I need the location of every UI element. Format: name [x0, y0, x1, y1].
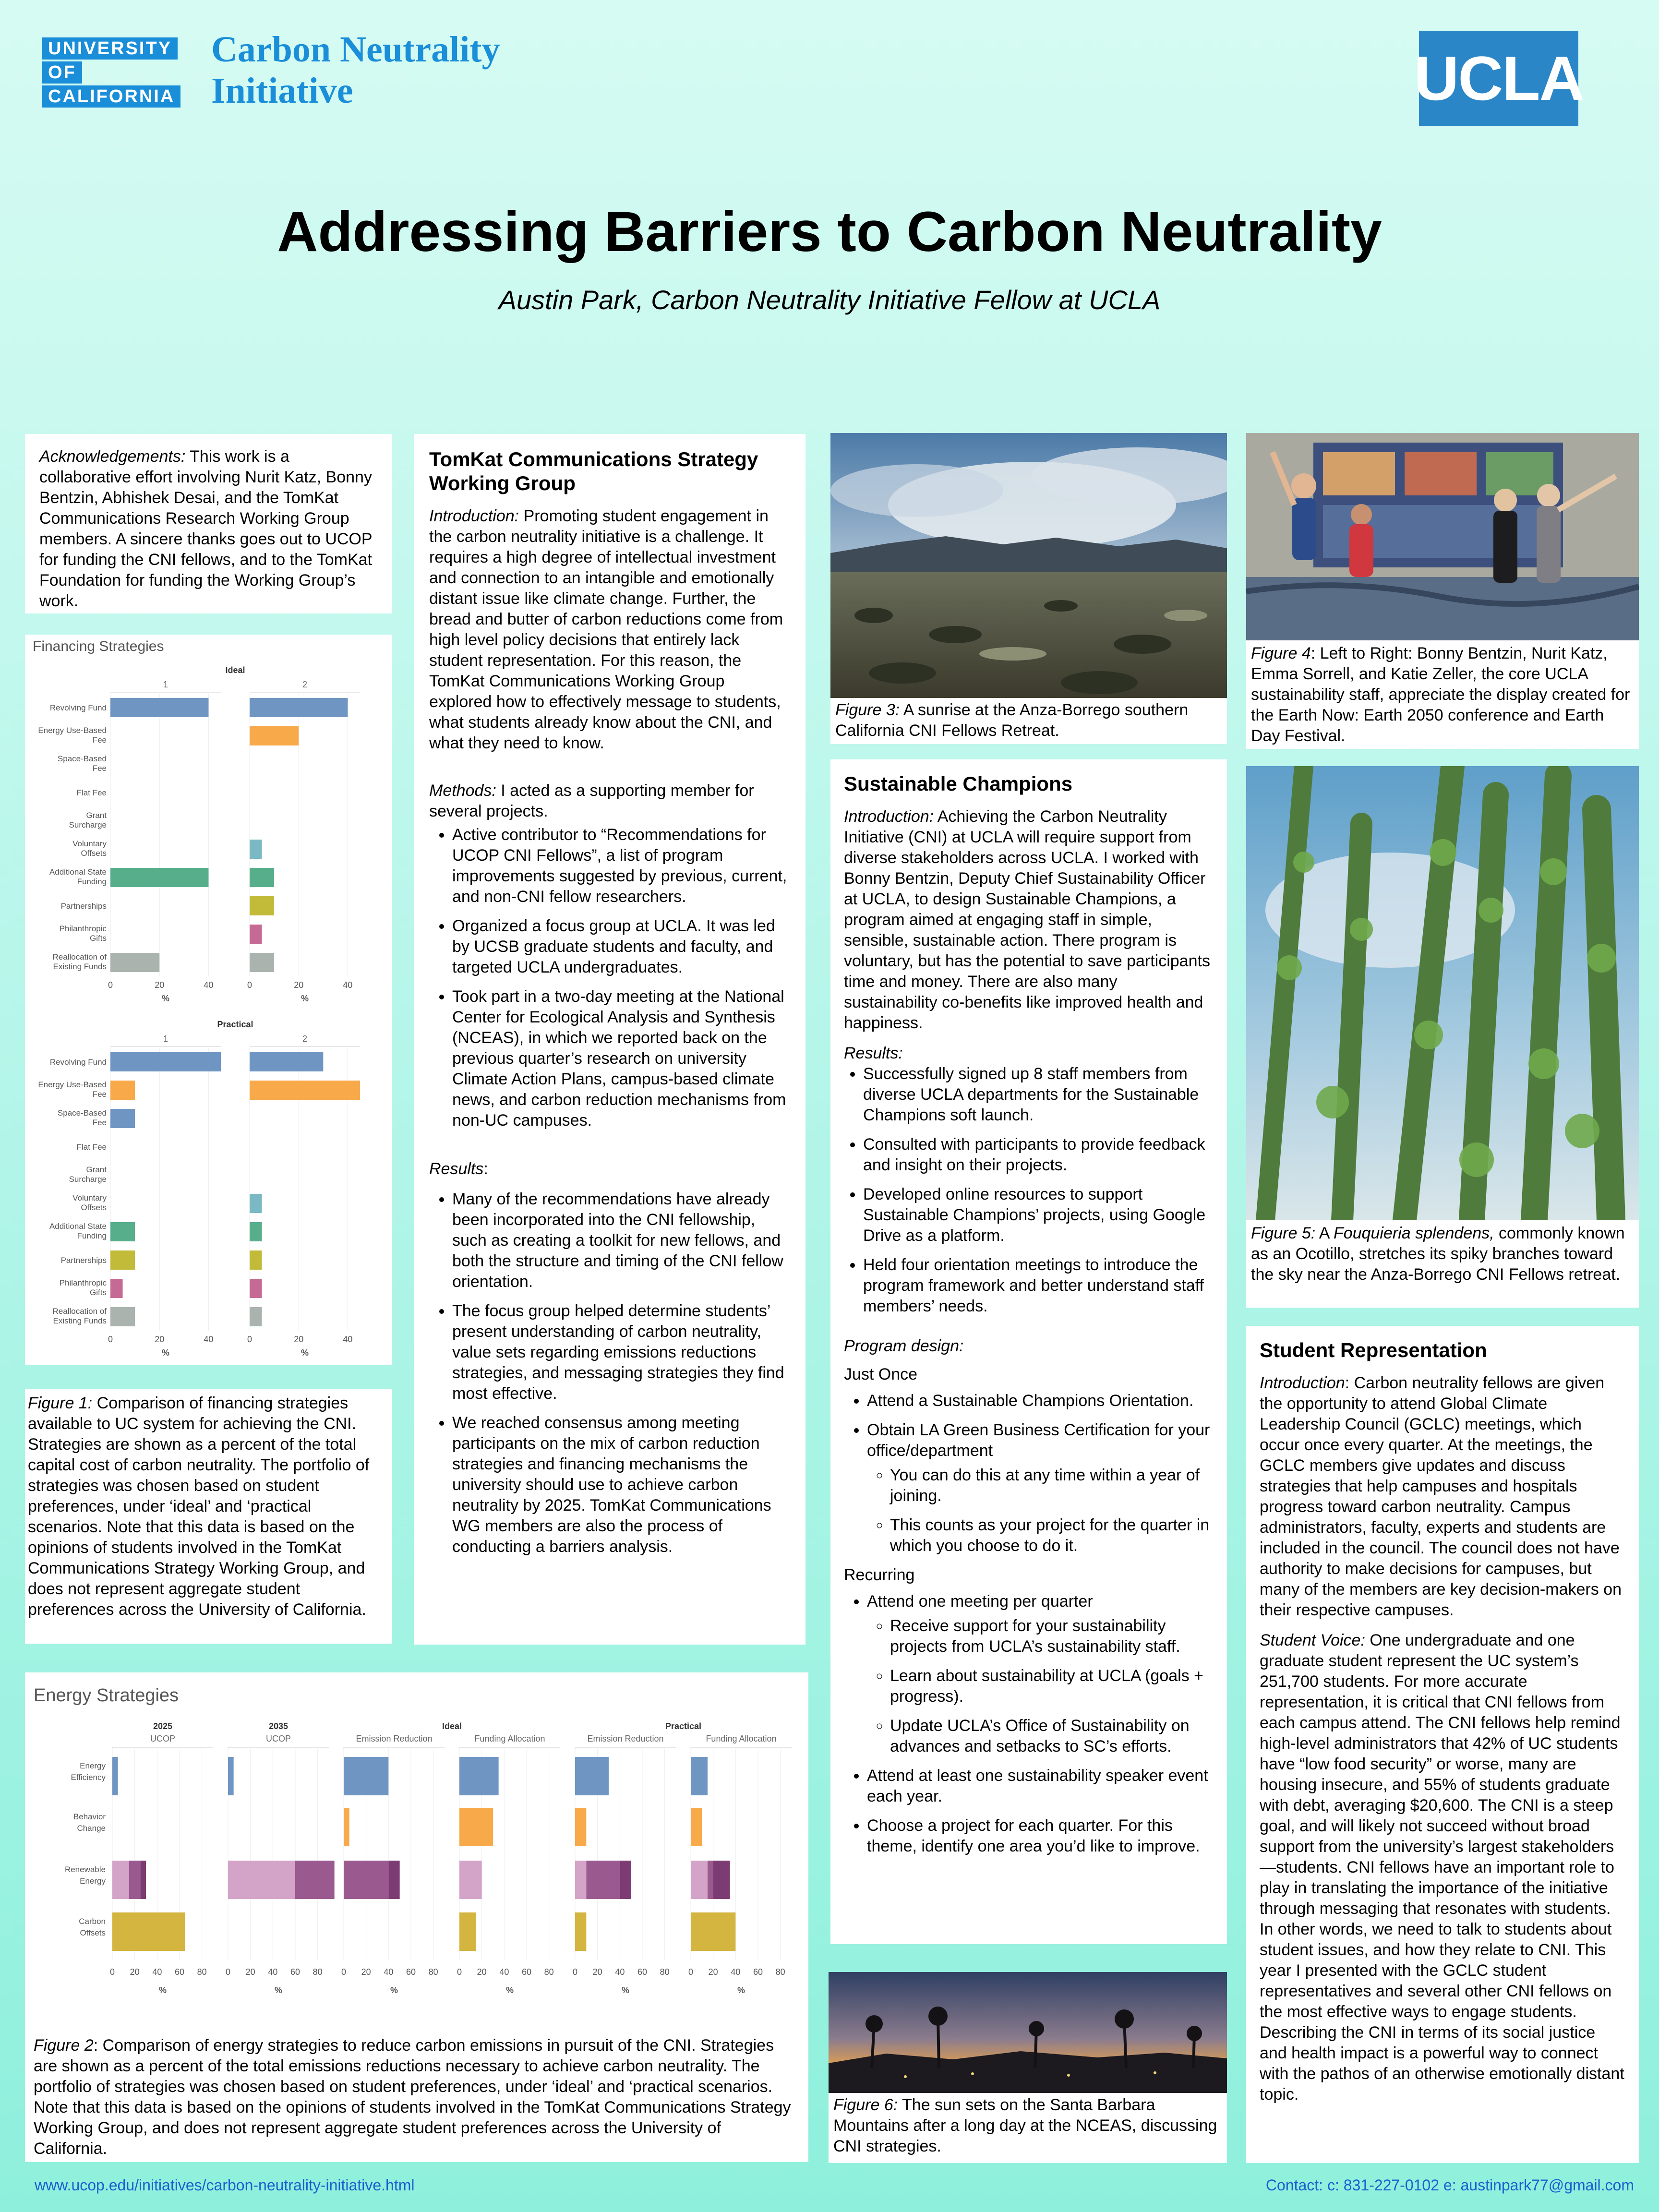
list-item: • Attend a Sustainable Champions Orientation. [867, 1391, 1214, 1411]
category-label: Offsets [80, 1928, 106, 1937]
list-item: • Many of the recommendations have already been incorporated into the CNI fellowship, such as creating a toolkit for new fellows, and both the structure and timing of the CNI fellow orientation. [452, 1189, 790, 1292]
bar [250, 1052, 323, 1071]
bar [344, 1808, 349, 1846]
tick-label: 40 [343, 1334, 353, 1344]
bar [110, 868, 208, 887]
tomkat-panel [414, 434, 805, 1645]
bar-segment [691, 1861, 708, 1899]
financing-chart-panel [25, 635, 392, 1365]
figure6-caption: The sun sets on the Santa Barbara Mountains after a long day at the NCEAS, discussing CNI strategies. [833, 2096, 1217, 2155]
category-label: Offsets [81, 849, 107, 858]
tick-label: 60 [521, 1967, 532, 1977]
tomkat-results-label: Results [429, 1160, 484, 1178]
list-item: • We reached consensus among meeting participants on the mix of carbon reduction strategies and financing mechanisms the university should use to achieve carbon neutrality by 2025. TomKat Communications WG members are also the process of conducting a barriers analysis. [452, 1413, 790, 1557]
bar [250, 868, 274, 887]
category-label: Surcharge [69, 1175, 107, 1184]
category-label: Efficiency [71, 1773, 106, 1782]
column-label: UCOP [150, 1734, 176, 1743]
bar-segment [228, 1861, 295, 1899]
list-item [867, 1591, 1214, 1757]
bar [691, 1912, 735, 1951]
bar [110, 1250, 135, 1270]
tick-label: 80 [313, 1967, 323, 1977]
figure1-caption-panel [25, 1389, 392, 1644]
category-label: Flat Fee [76, 1142, 107, 1152]
category-label: Grant [86, 1165, 107, 1174]
category-label: Gifts [90, 1288, 107, 1297]
bar-segment [575, 1861, 586, 1899]
bar [459, 1912, 476, 1951]
axis-label: % [161, 994, 170, 1003]
bar-segment [295, 1861, 335, 1899]
tick-label: 0 [341, 1967, 347, 1977]
bar [110, 1279, 123, 1298]
bar [228, 1757, 234, 1795]
cni-title-line2: Initiative [211, 71, 353, 111]
column-label: Emission Reduction [356, 1734, 433, 1743]
list-item: • Attend at least one sustainability speaker event each year. [867, 1766, 1214, 1807]
tick-label: 40 [343, 980, 353, 990]
uc-logo-line: CALIFORNIA [42, 85, 180, 108]
figure3-label: Figure 3: [835, 701, 900, 719]
recurring-label: Recurring [844, 1566, 915, 1584]
list-item: • Organized a focus group at UCLA. It was led by UCSB graduate students and faculty, and targeted UCLA undergraduates. [452, 916, 790, 978]
axis-label: % [737, 1985, 745, 1995]
tick-label: 40 [152, 1967, 162, 1977]
figure4-label: Figure 4 [1251, 644, 1311, 662]
category-label: Grant [86, 811, 107, 820]
category-label: Voluntary [72, 839, 107, 848]
category-label: Philanthropic [59, 1278, 107, 1287]
tick-label: 0 [457, 1967, 462, 1977]
bar [110, 1109, 135, 1128]
tick-label: 0 [688, 1967, 694, 1977]
bar [691, 1808, 702, 1846]
tick-label: 60 [290, 1967, 301, 1977]
tick-label: 60 [753, 1967, 763, 1977]
category-label: Fee [92, 735, 107, 745]
figure5-caption-panel [1246, 1220, 1639, 1308]
tick-label: 0 [108, 980, 113, 990]
category-label: Funding [77, 1231, 107, 1240]
group-label: Practical [665, 1721, 702, 1731]
category-label: Offsets [81, 1203, 107, 1212]
column-label: 1 [163, 1034, 168, 1044]
category-label: Additional State [49, 867, 107, 877]
tick-label: 20 [245, 1967, 255, 1977]
energy-chart-panel [25, 1672, 808, 2035]
tick-label: 0 [225, 1967, 231, 1977]
bar [110, 953, 159, 972]
uc-logo-line: OF [42, 61, 82, 84]
figure3-caption: A sunrise at the Anza-Borrego southern California CNI Fellows Retreat. [835, 701, 1189, 740]
bar [110, 1081, 135, 1100]
tick-label: 80 [544, 1967, 554, 1977]
list-item: • Took part in a two-day meeting at the National Center for Ecological Analysis and Synthesis (NCEAS), in which we reported back on the previous quarter’s research on university Climate Action Plans, campus-based climate news, and carbon reduction mechanisms from non-UC campuses. [452, 986, 790, 1131]
tick-label: 80 [197, 1967, 207, 1977]
tick-label: 0 [572, 1967, 578, 1977]
column-label: 1 [163, 680, 168, 689]
bar-segment [708, 1861, 713, 1899]
list-item: • Consulted with participants to provide feedback and insight on their projects. [863, 1134, 1214, 1176]
category-label: Reallocation of [52, 1307, 107, 1316]
student-rep-intro-label: Introduction [1260, 1374, 1345, 1392]
just-once-label: Just Once [844, 1365, 918, 1383]
axis-label: % [274, 1985, 283, 1995]
category-label: Change [77, 1824, 106, 1833]
financing-chart [25, 635, 392, 1365]
student-voice-label: Student Voice: [1260, 1631, 1365, 1649]
tick-label: 20 [361, 1967, 371, 1977]
list-item: • Held four orientation meetings to introduce the program framework and better understand staff members’ needs. [863, 1255, 1214, 1317]
bar-segment [586, 1861, 620, 1899]
category-label: Energy Use-Based [38, 1080, 107, 1089]
list-item: • The focus group helped determine students’ present understanding of carbon neutrality, value sets regarding emissions reductions strategies, and messaging strategies they find most effective. [452, 1301, 790, 1404]
category-label: Gifts [90, 934, 107, 943]
poster-title: Addressing Barriers to Carbon Neutrality [277, 200, 1382, 264]
tomkat-intro-label: Introduction: [429, 507, 519, 525]
category-label: Flat Fee [76, 788, 107, 797]
bar [250, 840, 262, 859]
bar [250, 1222, 262, 1241]
axis-label: % [621, 1985, 630, 1995]
tick-label: 20 [294, 980, 304, 990]
panel-label: Practical [217, 1020, 253, 1029]
bar-segment [459, 1861, 482, 1899]
tick-label: 20 [155, 1334, 165, 1344]
poster-subtitle: Austin Park, Carbon Neutrality Initiative Fellow at UCLA [498, 285, 1161, 315]
figure1-caption: Comparison of financing strategies available to UC system for achieving the CNI. Strategies are shown as a percent of the total capital cost of carbon neutrality. The portfolio of strategies was chosen based on student preferences, under ‘ideal’ and ‘practical scenarios. Note that this data is based on the opinions of students involved in the TomKat Communications Strategy Working Group, and does not represent aggregate student preferences across the University of California. [28, 1394, 370, 1619]
tomkat-methods: I acted as a supporting member for several projects. [429, 781, 754, 820]
column-label: Funding Allocation [706, 1734, 777, 1743]
list-item [867, 1420, 1214, 1556]
column-label: Emission Reduction [587, 1734, 664, 1743]
category-label: Behavior [73, 1812, 106, 1821]
figure2-caption-panel [25, 2035, 808, 2162]
bar [110, 1307, 135, 1326]
category-label: Energy [80, 1761, 106, 1770]
acknowledgements-label: Acknowledgements: [39, 447, 186, 466]
tick-label: 20 [294, 1334, 304, 1344]
program-design-label: Program design: [844, 1337, 964, 1355]
bar [250, 953, 274, 972]
category-label: Philanthropic [59, 924, 107, 933]
champions-panel [830, 759, 1227, 1944]
group-label: 2035 [268, 1721, 289, 1731]
figure2-caption: : Comparison of energy strategies to reduce carbon emissions in pursuit of the CNI. Strategies are shown as a percent of the total emissions reductions necessary to achieve carbon neutrality. The portfolio of strategies was chosen based on student preferences, under ‘ideal’ and ‘practical scenarios. Note that this data is based on the opinions of students involved in the TomKat Communications Strategy Working Group, and does not represent aggregate student preferences across the University of California. [34, 2036, 791, 2158]
bar [250, 1194, 262, 1213]
tick-label: 0 [247, 1334, 252, 1344]
category-label: Revolving Fund [49, 1058, 107, 1067]
list-item: ◦ You can do this at any time within a year of joining. [890, 1465, 1214, 1506]
list-item-text: Obtain LA Green Business Certification for your office/department [867, 1421, 1210, 1460]
bar [250, 1307, 262, 1326]
figure6-label: Figure 6: [833, 2096, 898, 2114]
group-label: 2025 [153, 1721, 173, 1731]
category-label: Voluntary [72, 1193, 107, 1202]
tick-label: 0 [247, 980, 252, 990]
tomkat-results-colon: : [483, 1160, 488, 1178]
bar [575, 1808, 586, 1846]
category-label: Space-Based [57, 754, 107, 763]
tick-label: 60 [637, 1967, 648, 1977]
bar [112, 1757, 118, 1795]
figure2-label: Figure 2 [34, 2036, 94, 2055]
tick-label: 40 [384, 1967, 394, 1977]
list-item: • Developed online resources to support Sustainable Champions’ projects, using Google Drive as a platform. [863, 1184, 1214, 1246]
column-label: UCOP [265, 1734, 291, 1743]
tick-label: 80 [775, 1967, 785, 1977]
bar [250, 1081, 360, 1100]
uc-logo-line: UNIVERSITY [42, 37, 178, 60]
tick-label: 80 [428, 1967, 438, 1977]
category-label: Surcharge [69, 820, 107, 830]
bar [459, 1808, 493, 1846]
sunset-photo [829, 1972, 1227, 2093]
figure4-caption-panel [1246, 640, 1639, 749]
category-label: Existing Funds [53, 1316, 107, 1325]
staff-group-photo [1246, 433, 1639, 640]
figure6-caption-panel [829, 2093, 1227, 2163]
tick-label: 0 [109, 1967, 115, 1977]
bar-segment [129, 1861, 140, 1899]
category-label: Carbon [79, 1917, 106, 1926]
acknowledgements-panel [25, 434, 392, 613]
list-item: ◦ Update UCLA’s Office of Sustainability on advances and setbacks to SC’s efforts. [890, 1716, 1214, 1757]
tick-label: 40 [204, 1334, 214, 1344]
ocotillo-photo [1246, 766, 1639, 1220]
category-label: Revolving Fund [49, 703, 107, 712]
tick-label: 20 [130, 1967, 140, 1977]
champions-title: Sustainable Champions [844, 772, 1073, 795]
bar [250, 1250, 262, 1270]
figure5-caption-post: commonly known as an Ocotillo, stretches its spiky branches toward the sky near the Anza-Borrego CNI Fellows retreat. [1251, 1224, 1625, 1284]
bar [575, 1757, 609, 1795]
list-item: ◦ This counts as your project for the quarter in which you choose to do it. [890, 1515, 1214, 1556]
bar-segment [140, 1861, 146, 1899]
axis-label: % [161, 1348, 170, 1358]
bar [110, 1222, 135, 1241]
bar [691, 1757, 708, 1795]
category-label: Fee [92, 1118, 107, 1127]
tick-label: 0 [108, 1334, 113, 1344]
category-label: Partnerships [60, 902, 107, 911]
list-item-text: Attend one meeting per quarter [867, 1592, 1093, 1611]
bar [344, 1757, 388, 1795]
tick-label: 40 [499, 1967, 509, 1977]
tick-label: 80 [660, 1967, 670, 1977]
figure5-caption-pre: A [1315, 1224, 1334, 1242]
champions-intro-label: Introduction: [844, 807, 934, 826]
axis-label: % [390, 1985, 398, 1995]
figure1-label: Figure 1: [28, 1394, 93, 1412]
desert-sunrise-photo [830, 433, 1227, 698]
category-label: Partnerships [60, 1256, 107, 1265]
tick-label: 40 [204, 980, 214, 990]
category-label: Existing Funds [53, 962, 107, 971]
footer-contact: Contact: c: 831-227-0102 e: austinpark77@gmail.com [1265, 2176, 1634, 2194]
chart-title: Financing Strategies [33, 638, 164, 654]
bar [250, 896, 274, 915]
student-rep-panel [1246, 1326, 1639, 2163]
tick-label: 20 [592, 1967, 602, 1977]
tomkat-title: TomKat Communications Strategy Working Group [429, 448, 758, 494]
bar [250, 925, 262, 944]
axis-label: % [301, 994, 309, 1003]
cni-logo-title [211, 29, 500, 111]
figure3-caption-panel [830, 698, 1227, 744]
column-label: Funding Allocation [474, 1734, 545, 1743]
panel-label: Ideal [225, 665, 245, 675]
student-rep-intro: : Carbon neutrality fellows are given the opportunity to attend Global Climate Leadership Council (GCLC) meetings, which occur once every quarter. At the meetings, the GCLC members give updates and discuss strategies that help campuses and hospitals progress toward carbon neutrality. Campus administrators, faculty, experts and students are included in the council. The council does not have authority to make decisions for campuses, but many of the members are key decision-makers on their respective campuses. [1260, 1374, 1622, 1619]
bar [575, 1912, 586, 1951]
bar [250, 726, 299, 745]
column-label: 2 [302, 1034, 308, 1044]
column-label: 2 [302, 680, 308, 689]
tick-label: 20 [708, 1967, 718, 1977]
chart-title: Energy Strategies [34, 1685, 179, 1706]
ucla-logo: UCLA [1419, 31, 1578, 126]
bar-segment [112, 1861, 129, 1899]
category-label: Fee [92, 764, 107, 773]
figure5-species: Fouquieria splendens, [1334, 1224, 1494, 1242]
bar [459, 1757, 499, 1795]
champions-results-label: Results: [844, 1044, 903, 1062]
list-item: • Active contributor to “Recommendations for UCOP CNI Fellows”, a list of program improvements suggested by previous, current, and non-CNI fellow researchers. [452, 825, 790, 907]
category-label: Reallocation of [52, 952, 107, 962]
tick-label: 40 [268, 1967, 278, 1977]
list-item: ◦ Receive support for your sustainability projects from UCLA’s sustainability staff. [890, 1616, 1214, 1657]
category-label: Fee [92, 1090, 107, 1099]
axis-label: % [158, 1985, 167, 1995]
list-item: • Choose a project for each quarter. For this theme, identify one area you’d like to improve. [867, 1815, 1214, 1857]
tick-label: 20 [155, 980, 165, 990]
energy-chart [25, 1672, 808, 2035]
category-label: Renewable [64, 1865, 106, 1874]
cni-title-line1: Carbon Neutrality [211, 29, 500, 70]
tick-label: 20 [477, 1967, 487, 1977]
student-rep-title: Student Representation [1260, 1339, 1487, 1361]
category-label: Additional State [49, 1222, 107, 1231]
footer-url-link[interactable]: www.ucop.edu/initiatives/carbon-neutrality-initiative.html [35, 2176, 415, 2194]
bar [250, 1279, 262, 1298]
bar [112, 1912, 185, 1951]
tick-label: 60 [174, 1967, 185, 1977]
category-label: Funding [77, 877, 107, 886]
category-label: Space-Based [57, 1108, 107, 1118]
list-item: ◦ Learn about sustainability at UCLA (goals + progress). [890, 1666, 1214, 1707]
category-label: Energy Use-Based [38, 726, 107, 735]
student-voice-text: One undergraduate and one graduate student represent the UC system’s 251,700 students. For more accurate representation, it is critical that CNI fellows from each campus attend. The CNI fellows help remind high-level administrators that 42% of UC students have “low food security” or worse, many are housing insecure, and 55% of students graduate with debt, averaging $20,600. The CNI is a steep goal, and will likely not succeed without broad support from the university’s largest stakeholders—students. CNI fellows have an important role to play in translating the importance of the initiative through messaging that resonates with students. In other words, we need to talk to students about student issues, and how they relate to CNI. This year I presented with the GCLC student representatives and several other CNI fellows on the most effective ways to engage students. Describing the CNI in terms of its social justice and health impact is a powerful way to connect with the pathos of an otherwise emotionally distant topic. [1260, 1631, 1624, 2104]
bar [110, 698, 208, 717]
figure4-caption: : Left to Right: Bonny Bentzin, Nurit Katz, Emma Sorrell, and Katie Zeller, the core UCLA sustainability staff, appreciate the display created for the Earth Now: Earth 2050 conference and Earth Day Festival. [1251, 644, 1630, 745]
figure5-label: Figure 5: [1251, 1224, 1316, 1242]
tomkat-intro: Promoting student engagement in the carbon neutrality initiative is a challenge. It requires a high degree of intellectual investment and connection to an intangible and emotionally distant issue like climate change. Further, the bread and butter of carbon reductions come from high level policy decisions that entirely lack student representation. For this reason, the TomKat Communications Working Group explored how to effectively message to students, what students already know about the CNI, and what they need to know. [429, 507, 783, 752]
bar [110, 1052, 221, 1071]
tick-label: 60 [406, 1967, 416, 1977]
bar-segment [344, 1861, 388, 1899]
uc-logo [42, 37, 181, 109]
category-label: Energy [80, 1876, 106, 1886]
bar [250, 698, 348, 717]
axis-label: % [301, 1348, 309, 1358]
bar-segment [388, 1861, 399, 1899]
axis-label: % [505, 1985, 514, 1995]
tomkat-methods-label: Methods: [429, 781, 496, 800]
list-item: • Successfully signed up 8 staff members from diverse UCLA departments for the Sustainable Champions soft launch. [863, 1064, 1214, 1126]
bar-segment [713, 1861, 730, 1899]
tick-label: 40 [615, 1967, 625, 1977]
group-label: Ideal [442, 1721, 462, 1731]
acknowledgements-text: This work is a collaborative effort involving Nurit Katz, Bonny Bentzin, Abhishek Desai, and the TomKat Communications Research Working Group members. A sincere thanks goes out to UCOP for funding the CNI fellows, and to the TomKat Foundation for funding the Working Group’s work. [39, 447, 372, 610]
champions-intro: Achieving the Carbon Neutrality Initiative (CNI) at UCLA will require support from diverse stakeholders across UCLA. I worked with Bonny Bentzin, Deputy Chief Sustainability Officer at UCLA, to design Sustainable Champions, a program aimed at engaging staff in simple, sensible, sustainable action. There program is voluntary, but has the potential to save participants time and money. There are also many sustainability co-benefits like improved health and happiness. [844, 807, 1210, 1032]
tick-label: 40 [731, 1967, 741, 1977]
bar-segment [620, 1861, 631, 1899]
